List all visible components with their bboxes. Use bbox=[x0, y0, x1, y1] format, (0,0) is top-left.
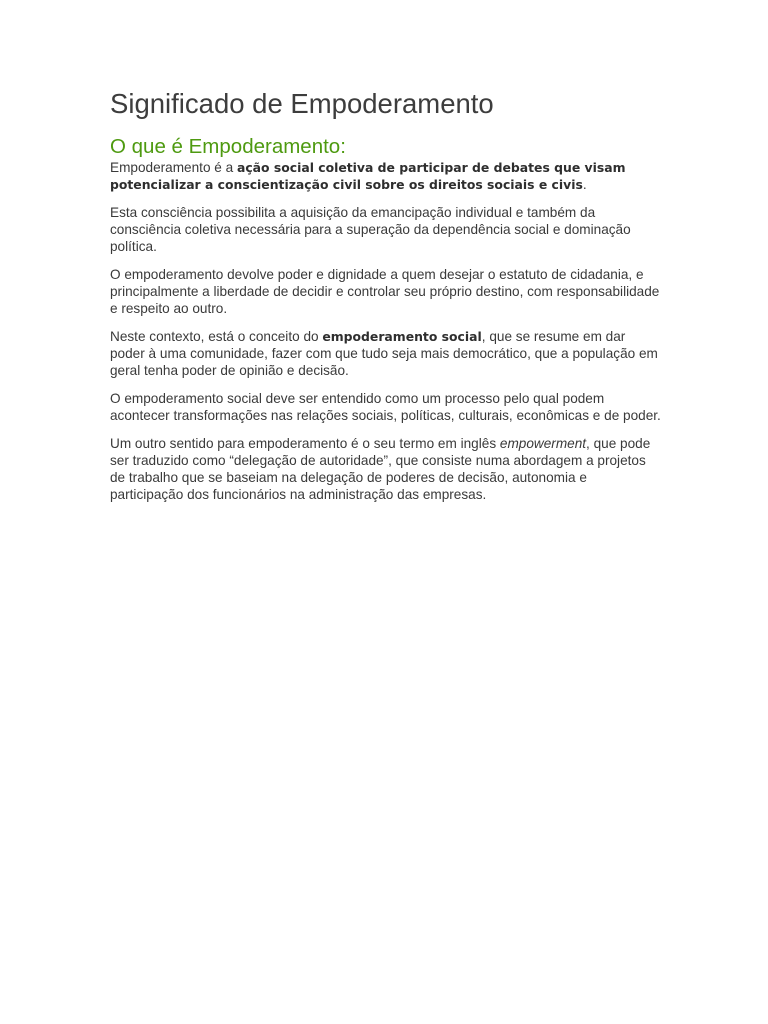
page-title: Significado de Empoderamento bbox=[110, 88, 494, 119]
document-page bbox=[110, 86, 662, 514]
paragraph-text: Um outro sentido para empoderamento é o seu termo em inglês bbox=[110, 436, 500, 451]
paragraph-empowerment-english bbox=[110, 435, 662, 503]
paragraph-text: , que se resume em dar poder à uma comunidade, fazer com que tudo seja mais democrático, que a população em geral tenha poder de opinião e decisão. bbox=[110, 329, 658, 378]
paragraph-definition bbox=[110, 159, 662, 193]
paragraph-text: Neste contexto, está o conceito do bbox=[110, 329, 323, 344]
italic-text: empowerment bbox=[499, 436, 587, 451]
bold-text: ação social coletiva de participar de debates que visam potencializar a conscientização civil sobre os direitos sociais e civis bbox=[110, 160, 626, 192]
paragraph-text: Empoderamento é a bbox=[110, 160, 237, 175]
paragraph-consciousness: Esta consciência possibilita a aquisição da emancipação individual e também da consciência coletiva necessária para a superação da dependência social e dominação política. bbox=[110, 205, 631, 254]
paragraph-social-empowerment bbox=[110, 328, 662, 379]
paragraph-text: , que pode ser traduzido como “delegação de autoridade”, que consiste numa abordagem a projetos de trabalho que se baseiam na delegação de poderes de decisão, autonomia e participação dos funcionários na administração das empresas. bbox=[110, 436, 651, 502]
paragraph-transformations: O empoderamento social deve ser entendido como um processo pelo qual podem acontecer transformações nas relações sociais, políticas, culturais, econômicas e de poder. bbox=[110, 391, 661, 423]
paragraph-text: . bbox=[582, 177, 587, 192]
bold-text: empoderamento social bbox=[322, 329, 482, 344]
section-heading: O que é Empoderamento: bbox=[110, 135, 346, 158]
paragraph-dignity: O empoderamento devolve poder e dignidade a quem desejar o estatuto de cidadania, e principalmente a liberdade de decidir e controlar seu próprio destino, com responsabilidade e respeito ao outro. bbox=[110, 267, 660, 316]
